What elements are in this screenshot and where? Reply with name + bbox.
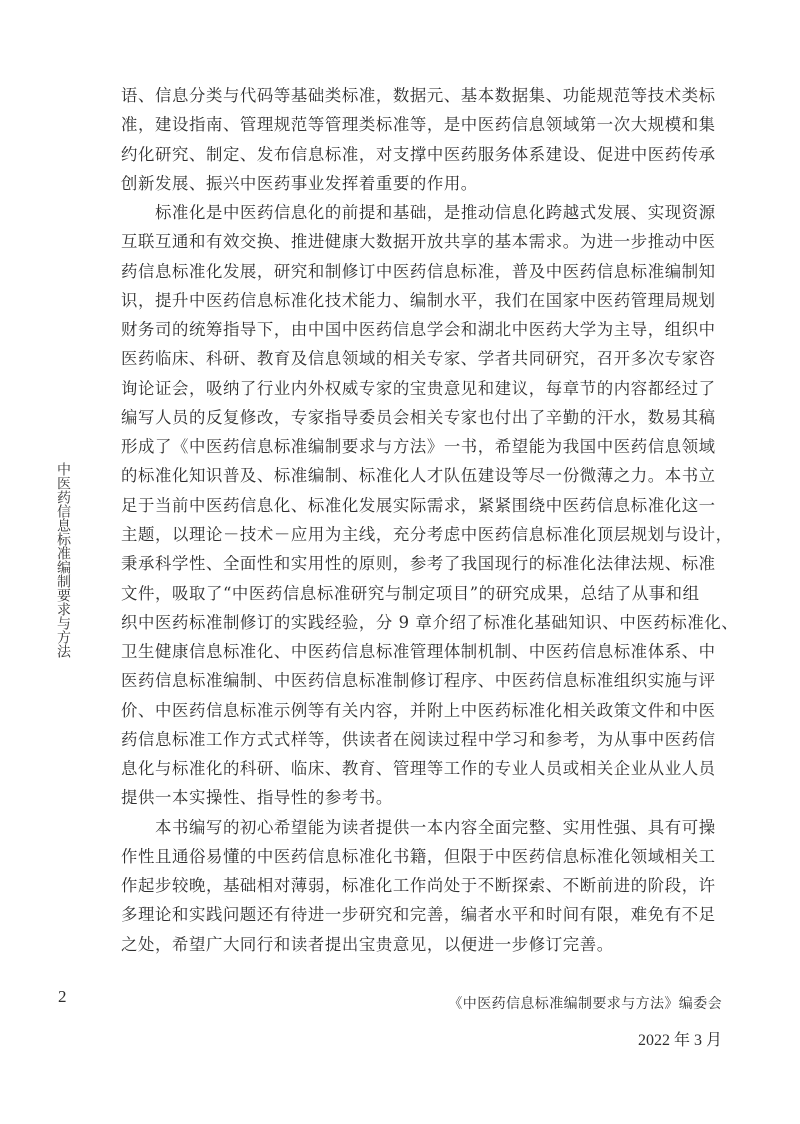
text-line: 互联互通和有效交换、推进健康大数据开放共享的基本需求。为进一步推动中医 xyxy=(121,232,716,252)
text-line: 的标准化知识普及、标准编制、标准化人才队伍建设等尽一份微薄之力。本书立 xyxy=(121,466,716,486)
text-line: 医药临床、科研、教育及信息领域的相关专家、学者共同研究，召开多次专家咨 xyxy=(121,349,716,369)
text-line: 息化与标准化的科研、临床、教育、管理等工作的专业人员或相关企业从业人员 xyxy=(121,759,716,779)
running-book-title: 中医药信息标准编制要求与方法 xyxy=(55,462,71,658)
page-number: 2 xyxy=(58,987,67,1006)
preface-body xyxy=(121,81,739,959)
text-line: 编写人员的反复修改，专家指导委员会相关专家也付出了辛勤的汗水，数易其稿 xyxy=(121,407,716,427)
text-line: 织中医药标准制修订的实践经验，分 9 章介绍了标准化基础知识、中医药标准化、 xyxy=(121,612,739,632)
text-line: 约化研究、制定、发布信息标准，对支撑中医药服务体系建设、促进中医药传承 xyxy=(121,144,716,164)
text-line: 询论证会，吸纳了行业内外权威专家的宝贵意见和建议，每章节的内容都经过了 xyxy=(121,378,716,398)
text-line: 文件，吸取了“中医药信息标准研究与制定项目”的研究成果，总结了从事和组 xyxy=(121,583,700,603)
text-line: 价、中医药信息标准示例等有关内容，并附上中医药标准化相关政策文件和中医 xyxy=(121,700,716,720)
text-line: 作性且通俗易懂的中医药信息标准化书籍，但限于中医药信息标准化领域相关工 xyxy=(121,846,716,866)
text-line: 作起步较晚，基础相对薄弱，标准化工作尚处于不断探索、不断前进的阶段，许 xyxy=(121,876,716,896)
text-line: 秉承科学性、全面性和实用性的原则，参考了我国现行的标准化法律法规、标准 xyxy=(121,554,716,574)
text-line: 财务司的统筹指导下，由中国中医药信息学会和湖北中医药大学为主导，组织中 xyxy=(121,320,716,340)
text-line: 药信息标准工作方式式样等，供读者在阅读过程中学习和参考，为从事中医药信 xyxy=(121,729,716,749)
text-line: 之处，希望广大同行和读者提出宝贵意见，以便进一步修订完善。 xyxy=(121,934,614,954)
text-line: 形成了《中医药信息标准编制要求与方法》一书，希望能为我国中医药信息领域 xyxy=(121,437,716,457)
text-line: 创新发展、振兴中医药事业发挥着重要的作用。 xyxy=(121,173,478,193)
text-line: 主题，以理论－技术－应用为主线，充分考虑中医药信息标准化顶层规划与设计， xyxy=(121,524,733,544)
text-line: 提供一本实操性、指导性的参考书。 xyxy=(121,788,393,808)
text-line: 足于当前中医药信息化、标准化发展实际需求，紧紧围绕中医药信息标准化这一 xyxy=(121,495,716,515)
text-line: 卫生健康信息标准化、中医药信息标准管理体制机制、中医药信息标准体系、中 xyxy=(121,642,716,662)
text-line: 药信息标准化发展，研究和制修订中医药信息标准，普及中医药信息标准编制知 xyxy=(121,261,716,281)
text-line: 识，提升中医药信息标准化技术能力、编制水平，我们在国家中医药管理局规划 xyxy=(121,290,716,310)
signature: 《中医药信息标准编制要求与方法》编委会 xyxy=(448,996,722,1012)
text-line: 多理论和实践问题还有待进一步研究和完善，编者水平和时间有限，难免有不足 xyxy=(121,905,716,925)
text-line: 准，建设指南、管理规范等管理类标准等，是中医药信息领域第一次大规模和集 xyxy=(121,115,716,135)
text-line: 语、信息分类与代码等基础类标准，数据元、基本数据集、功能规范等技术类标 xyxy=(121,86,716,105)
text-line: 标准化是中医药信息化的前提和基础，是推动信息化跨越式发展、实现资源 xyxy=(155,203,716,223)
text-line: 医药信息标准编制、中医药信息标准制修订程序、中医药信息标准组织实施与评 xyxy=(121,671,716,691)
text-line: 本书编写的初心希望能为读者提供一本内容全面完整、实用性强、具有可操 xyxy=(155,817,716,837)
date: 2022 年 3 月 xyxy=(637,1032,722,1049)
